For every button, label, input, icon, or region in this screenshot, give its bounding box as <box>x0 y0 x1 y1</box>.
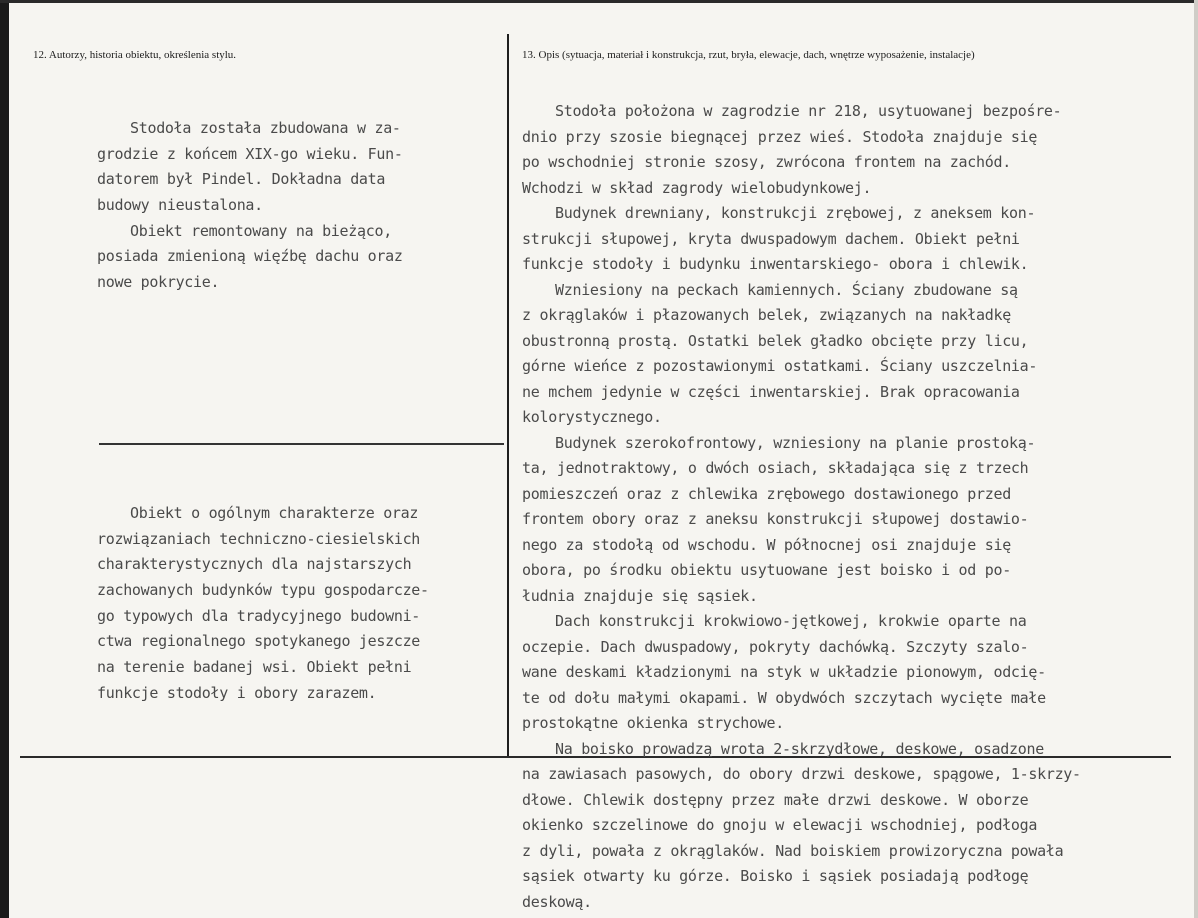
text-line: prostokątne okienka strychowe. <box>522 714 784 732</box>
text-line: dnio przy szosie biegnącej przez wieś. Stodoła znajduje się <box>522 127 1038 146</box>
text-line: datorem był Pindel. Dokładna data <box>97 170 386 189</box>
text-line: obustronną prostą. Ostatki belek gładko obcięte przy licu, <box>522 331 1029 350</box>
text-line: wane deskami kładzionymi na styk w układzie pionowym, odcię- <box>522 663 1046 681</box>
text-line: go typowych dla tradycyjnego budowni- <box>97 606 421 625</box>
text-line: Obiekt o ogólnym charakterze oraz <box>130 504 419 522</box>
text-line: charakterystycznych dla najstarszych <box>97 555 412 574</box>
text-line: po wschodniej stronie szosy, zwrócona frontem na zachód. <box>522 153 1011 171</box>
history-text <box>97 116 403 296</box>
description-text <box>522 99 1081 915</box>
text-line: łudnia znajduje się sąsiek. <box>522 586 758 605</box>
text-line: Stodoła położona w zagrodzie nr 218, usytuowanej bezpośre- <box>555 102 1062 120</box>
section-13-heading: 13. Opis (sytuacja, materiał i konstrukcja, rzut, bryła, elewacje, dach, wnętrze wyposażenie, instalacje) <box>522 49 975 61</box>
text-line: ta, jednotraktowy, o dwóch osiach, składająca się z trzech <box>522 459 1029 477</box>
text-line: pomieszczeń oraz z chlewika zrębowego dostawionego przed <box>522 484 1011 503</box>
text-line: z dyli, powała z okrąglaków. Nad boiskiem prowizoryczna powała <box>522 841 1064 860</box>
text-line: deskową. <box>522 892 592 911</box>
text-line: kolorystycznego. <box>522 408 662 426</box>
text-line: strukcji słupowej, kryta dwuspadowym dachem. Obiekt pełni <box>522 229 1020 248</box>
text-line: te od dołu małymi okapami. W obydwóch szczytach wycięte małe <box>522 688 1046 707</box>
scan-edge-left <box>0 0 9 918</box>
text-line: nego za stodołą od wschodu. W północnej osi znajduje się <box>522 535 1011 554</box>
text-line: Dach konstrukcji krokwiowo-jętkowej, krokwie oparte na <box>555 612 1027 630</box>
text-line: z okrąglaków i płazowanych belek, związanych na nakładkę <box>522 306 1011 324</box>
text-line: grodzie z końcem XIX-go wieku. Fun- <box>97 144 403 163</box>
text-line: górne wieńce z pozostawionymi ostatkami. Ściany uszczelnia- <box>522 357 1038 375</box>
text-line: Stodoła została zbudowana w za- <box>130 119 401 137</box>
text-line: funkcje stodoły i obory zarazem. <box>97 683 377 702</box>
text-line: Na boisko prowadzą wrota 2-skrzydłowe, deskowe, osadzone <box>555 739 1044 758</box>
text-line: Budynek drewniany, konstrukcji zrębowej, z aneksem kon- <box>555 204 1036 222</box>
text-line: oczepie. Dach dwuspadowy, pokryty dachówką. Szczyty szalo- <box>522 637 1029 656</box>
text-line: budowy nieustalona. <box>97 196 263 215</box>
text-line: na terenie badanej wsi. Obiekt pełni <box>97 658 412 677</box>
section-12-heading: 12. Autorzy, historia obiektu, określenia stylu. <box>33 49 237 61</box>
text-line: Budynek szerokofrontowy, wzniesiony na planie prostoką- <box>555 433 1036 452</box>
text-line: frontem obory oraz z aneksu konstrukcji słupowej dostawio- <box>522 510 1029 528</box>
text-line: sąsiek otwarty ku górze. Boisko i sąsiek posiadają podłogę <box>522 867 1029 885</box>
style-text <box>97 501 429 707</box>
text-line: nowe pokrycie. <box>97 273 220 292</box>
text-line: dłowe. Chlewik dostępny przez małe drzwi deskowe. W oborze <box>522 790 1029 809</box>
text-line: Wzniesiony na peckach kamiennych. Ściany zbudowane są <box>555 280 1018 299</box>
text-line: na zawiasach pasowych, do obory drzwi deskowe, spągowe, 1-skrzy- <box>522 765 1081 783</box>
text-line: rozwiązaniach techniczno-ciesielskich <box>97 529 421 548</box>
column-divider <box>507 34 509 756</box>
text-line: posiada zmienioną więźbę dachu oraz <box>97 247 403 266</box>
left-section-divider <box>99 443 504 445</box>
text-line: zachowanych budynków typu gospodarcze- <box>97 581 429 600</box>
text-line: obora, po środku obiektu usytuowane jest boisko i od po- <box>522 561 1011 579</box>
scan-edge-right <box>1194 0 1198 918</box>
text-line: ctwa regionalnego spotykanego jeszcze <box>97 632 421 651</box>
text-line: ne mchem jedynie w części inwentarskiej. Brak opracowania <box>522 382 1020 401</box>
text-line: Obiekt remontowany na bieżąco, <box>130 221 392 240</box>
text-line: Wchodzi w skład zagrody wielobudynkowej. <box>522 178 872 197</box>
scan-edge-top <box>0 0 1198 3</box>
text-line: okienko szczelinowe do gnoju w elewacji wschodniej, podłoga <box>522 816 1038 834</box>
text-line: funkcje stodoły i budynku inwentarskiego- obora i chlewik. <box>522 255 1029 273</box>
